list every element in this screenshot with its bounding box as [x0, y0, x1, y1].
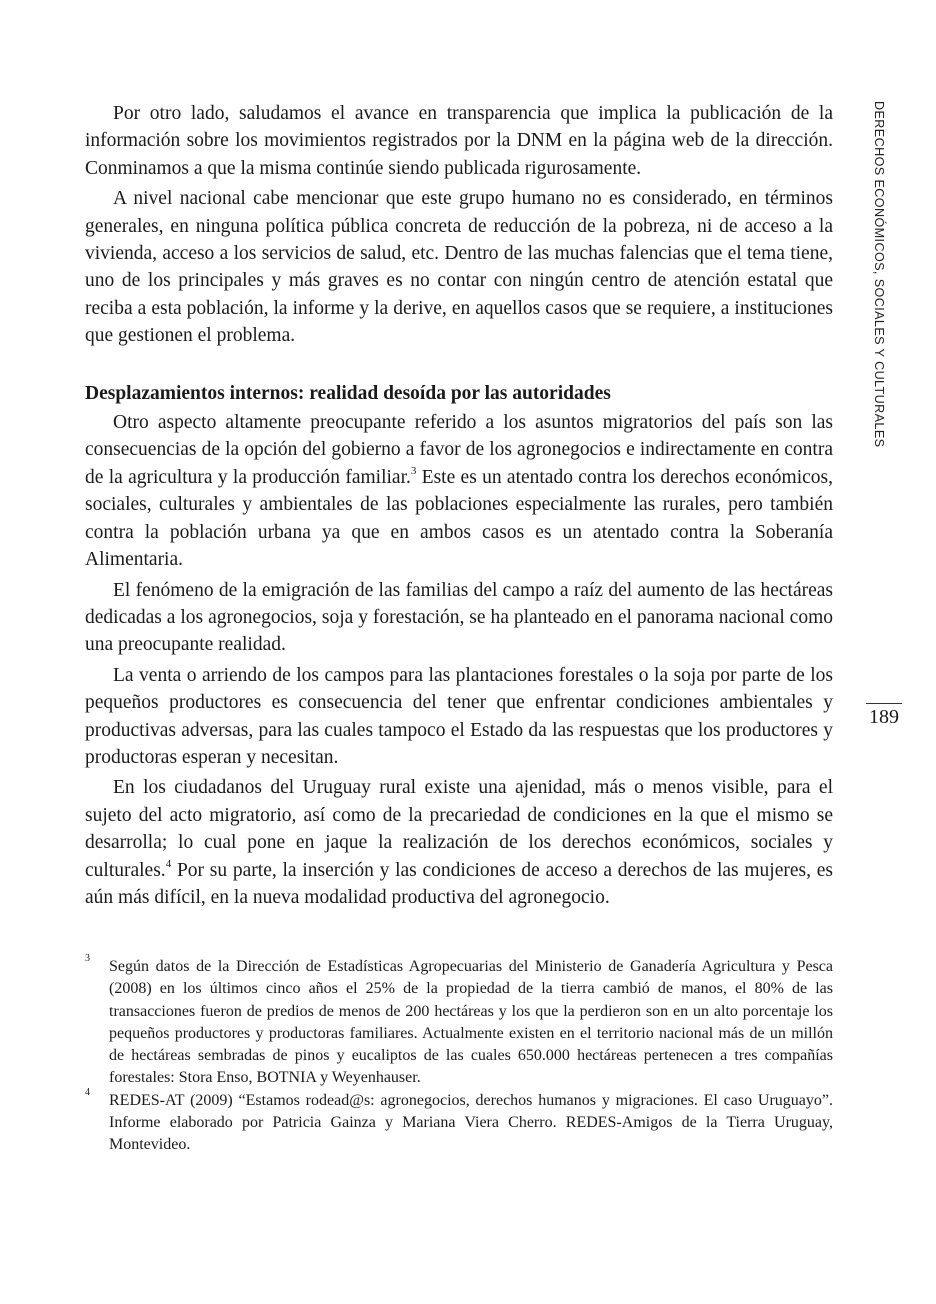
main-text — [85, 100, 833, 914]
page-number-rule — [866, 703, 902, 704]
paragraph — [85, 409, 833, 573]
paragraph: El fenómeno de la emigración de las familias del campo a raíz del aumento de las hectáreas dedicadas a los agronegocios, soja y forestación, se ha planteado en el panorama nacional como una preocupante realidad. — [85, 579, 833, 656]
footnote-reference[interactable]: 4 — [165, 858, 172, 871]
paragraph-text: Por su parte, la inserción y las condiciones de acceso a derechos de las mujeres, es aún más difícil, en la nueva modalidad productiva del agronegocio. — [85, 859, 833, 908]
page-number: 189 — [869, 706, 899, 728]
footnote-text: Según datos de la Dirección de Estadísticas Agropecuarias del Ministerio de Ganadería Agricultura y Pesca (2008) en los últimos cinco años el 25% de la propiedad de la tierra cambió de manos, el 80% de las transacciones fueron de predios de menos de 200 hectáreas y los que la perdieron son en un alto porcentaje los pequeños productores y productoras familiares. Actualmente existen en el territorio nacional más de un millón de hectáreas sembradas de pinos y eucaliptos de las cuales 650.000 hectáreas pertenecen a tres compañías forestales: Stora Enso, BOTNIA y Weyenhauser. — [109, 958, 833, 1087]
paragraph: La venta o arriendo de los campos para las plantaciones forestales o la soja por parte de los pequeños productores es consecuencia del tener que enfrentar condiciones ambientales y productivas adversas, para las cuales tampoco el Estado da las respuestas que los productores y productoras esperan y necesitan. — [85, 664, 833, 768]
footnote-number: 3 — [85, 953, 90, 964]
paragraph: Por otro lado, saludamos el avance en transparencia que implica la publicación de la información sobre los movimientos registrados por la DNM en la página web de la dirección. Conminamos a que la misma continúe siendo publicada rigurosamente. — [85, 103, 833, 179]
paragraph: A nivel nacional cabe mencionar que este grupo humano no es considerado, en términos generales, en ninguna política pública concreta de reducción de la pobreza, ni de acceso a la vivienda, acceso a los servicios de salud, etc. Dentro de las muchas falencias que el tema tiene, uno de los principales y más graves es no contar con ningún centro de atención estatal que reciba a esta población, la informe y la derive, en aquellos casos que se requiere, a instituciones que gestionen el problema. — [85, 188, 833, 347]
paragraph-text: En los ciudadanos del Uruguay rural existe una ajenidad, más o menos visible, para el sujeto del acto migratorio, así como de la precariedad de condiciones en la que el mismo se desarrolla; lo cual pone en jaque la realización de los derechos económicos, sociales y culturales. — [85, 777, 833, 881]
footnote-number: 4 — [85, 1086, 90, 1098]
footnote-reference[interactable]: 3 — [410, 465, 417, 478]
footnotes — [85, 953, 833, 1157]
running-header: DERECHOS ECONÓMICOS, SOCIALES Y CULTURALES — [872, 101, 886, 448]
paragraph — [85, 774, 833, 911]
footnote-text: REDES-AT (2009) “Estamos rodead@s: agronegocios, derechos humanos y migraciones. El caso Uruguayo”. Informe elaborado por Patricia Gainza y Mariana Viera Cherro. REDES-Amigos de la Tierra Uruguay, Montevideo. — [109, 1091, 833, 1154]
section-heading: Desplazamientos internos: realidad desoída por las autoridades — [85, 382, 611, 404]
footnote — [85, 953, 833, 1090]
footnote — [85, 1086, 833, 1157]
paragraph-text: Otro aspecto altamente preocupante referido a los asuntos migratorios del país son las consecuencias de la opción del gobierno a favor de los agronegocios e indirectamente en contra de la agricultura y la producción familiar. — [85, 412, 833, 488]
paragraph-text: Este es un atentado contra los derechos económicos, sociales, culturales y ambientales de las poblaciones especialmente las rurales, pero también contra la población urbana ya que en ambos casos es un atentado contra la Soberanía Alimentaria. — [85, 466, 833, 571]
